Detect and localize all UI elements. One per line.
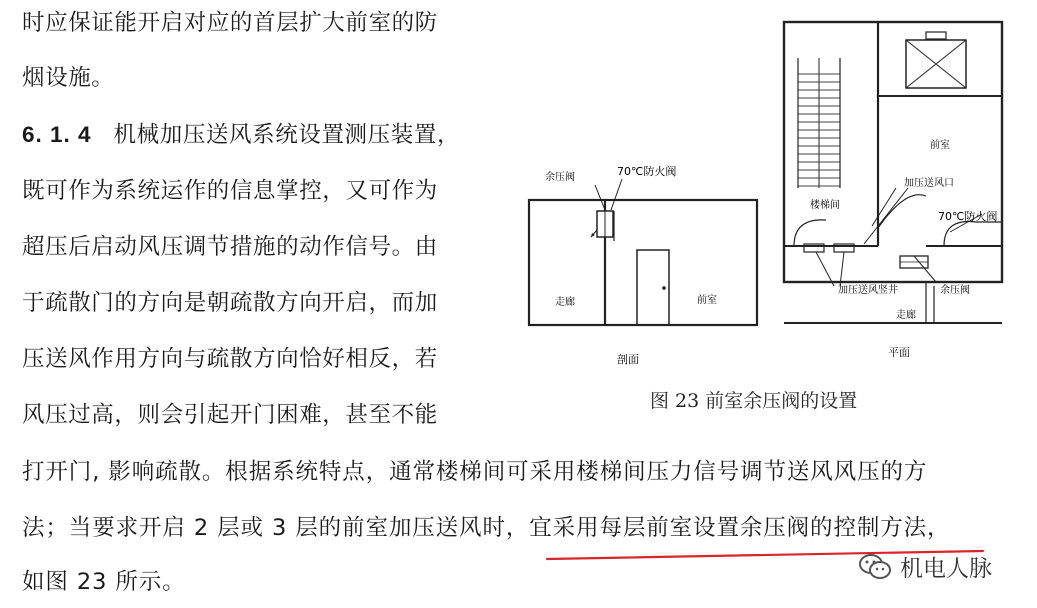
label-front-room: 前室 <box>697 295 717 306</box>
text-line: 压送风作用方向与疏散方向恰好相反，若 <box>22 346 438 372</box>
clause-number: 6. 1. 4 <box>22 122 92 147</box>
label-front-room: 前室 <box>930 140 950 151</box>
text-line: 超压后启动风压调节措施的动作信号。由 <box>22 234 438 260</box>
brand-name: 机电人脉 <box>900 556 992 582</box>
text-line: 如图 23 所示。 <box>22 569 186 595</box>
text-line: 风压过高，则会引起开门困难，甚至不能 <box>22 402 438 428</box>
text-segment: 法；当要求开启 2 层或 3 层的前室加压送风时， <box>22 515 530 541</box>
label-corridor: 走廊 <box>896 310 916 321</box>
label-fire-damper: 70℃防火阀 <box>617 165 677 178</box>
figure-caption: 图 23 前室余压阀的设置 <box>650 390 858 412</box>
watermark <box>858 550 992 583</box>
highlighted-text: 宜采用每层前室设置余压阀的控制方法， <box>529 515 951 541</box>
label-corridor: 走廊 <box>555 297 575 308</box>
label-shaft: 加压送风竖井 <box>838 285 898 296</box>
label-relief-valve: 余压阀 <box>545 172 575 183</box>
label-relief-valve: 余压阀 <box>940 285 970 296</box>
plan-view-diagram <box>776 18 1008 368</box>
plan-view-name: 平面 <box>888 346 910 359</box>
text-line: 机械加压送风系统设置测压装置， <box>113 122 461 148</box>
section-view-name: 剖面 <box>617 353 639 366</box>
label-fire-damper: 70℃防火阀 <box>938 210 998 223</box>
label-stairwell: 楼梯间 <box>810 200 840 211</box>
text-line: 烟设施。 <box>22 65 115 91</box>
text-line <box>22 513 950 543</box>
text-line: 于疏散门的方向是朝疏散方向开启，而加 <box>22 290 438 316</box>
wechat-icon <box>858 553 892 581</box>
text-line: 打开门, 影响疏散。根据系统特点，通常楼梯间可采用楼梯间压力信号调节送风风压的方 <box>22 459 928 485</box>
section-view-diagram <box>525 155 765 370</box>
text-line: 既可作为系统运作的信息掌控，又可作为 <box>22 178 438 204</box>
clause-heading <box>22 120 460 150</box>
text-line: 时应保证能开启对应的首层扩大前室的防 <box>22 10 438 36</box>
label-air-outlet: 加压送风口 <box>904 178 954 189</box>
